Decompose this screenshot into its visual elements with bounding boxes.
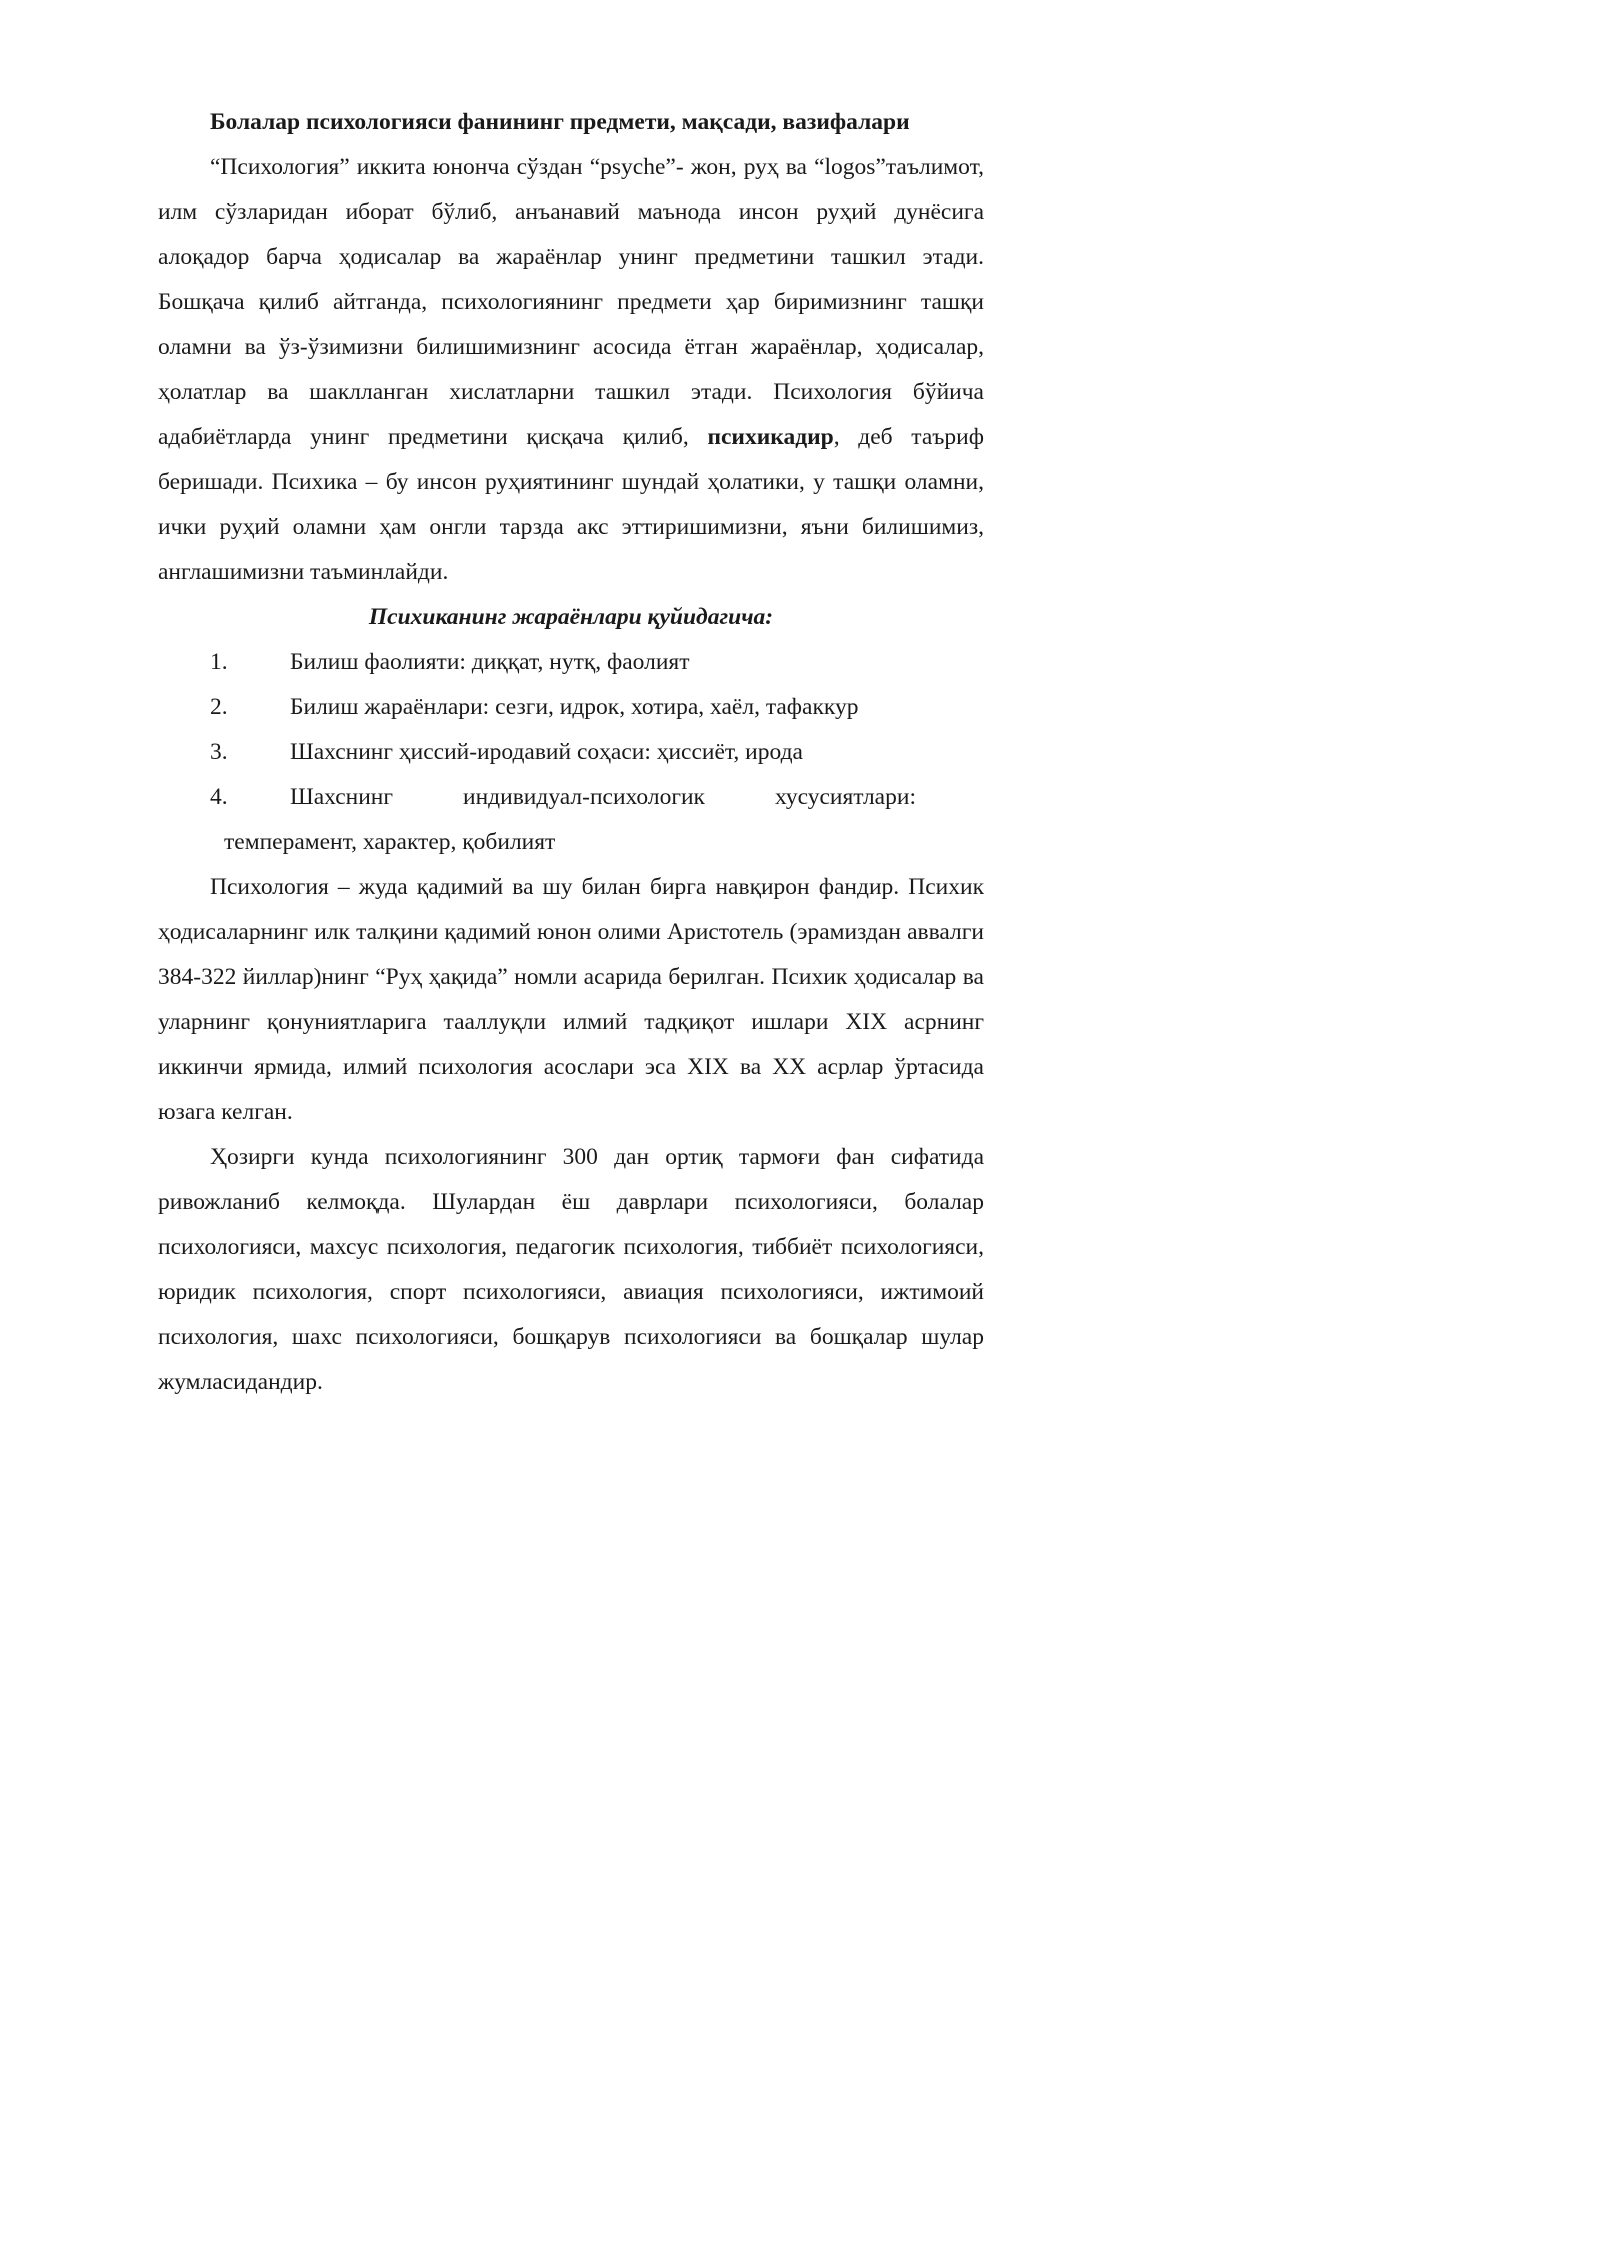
paragraph-definition	[158, 145, 984, 595]
list-item-word: Шахснинг	[290, 784, 394, 810]
paragraph-definition-text-2: , деб таъриф беришади. Психика – бу инсон руҳиятининг шундай ҳолатики, у ташқи оламни, ички руҳий оламни ҳам онгли тарзда акс эттиришимизни, яъни билишимиз, англашимизни таъминлайди.	[158, 424, 984, 585]
list-item-continuation: темперамент, характер, қобилият	[224, 829, 556, 855]
paragraph-branches: Ҳозирги кунда психологиянинг 300 дан ортиқ тармоғи фан сифатида ривожланиб келмоқда. Шулардан ёш даврлари психологияси, болалар психологияси, махсус психология, педагогик психология, тиббиёт психологияси, юридик психология, спорт психологияси, авиация психологияси, ижтимоий психология, шахс психологияси, бошқарув психологияси ва бошқалар шулар жумласидандир.	[158, 1144, 984, 1395]
bold-term: психикадир	[707, 424, 834, 450]
process-list	[158, 640, 984, 820]
list-item-word: индивидуал-психологик	[463, 784, 705, 810]
list-item	[158, 685, 984, 730]
document-title: Болалар психологияси фанининг предмети, мақсади, вазифалари	[210, 109, 910, 135]
list-item-number: 2.	[210, 694, 228, 720]
list-item-number: 4.	[210, 784, 228, 810]
document-page	[158, 100, 984, 1405]
paragraph-history: Психология – жуда қадимий ва шу билан бирга навқирон фандир. Психик ҳодисаларнинг илк талқини қадимий юнон олими Аристотель (эрамиздан аввалги 384-322 йиллар)нинг “Руҳ ҳақида” номли асарида берилган. Психик ҳодисалар ва уларнинг қонуниятларига тааллуқли илмий тадқиқот ишлари XIX асрнинг иккинчи ярмида, илмий психология асослари эса XIX ва XX асрлар ўртасида юзага келган.	[158, 874, 984, 1125]
list-item-text: Шахснинг ҳиссий-иродавий соҳаси: ҳиссиёт, ирода	[290, 739, 803, 765]
list-item-number: 3.	[210, 739, 228, 765]
list-item-word: хусусиятлари:	[774, 784, 916, 810]
list-item-number: 1.	[210, 649, 228, 675]
list-item-text: Билиш жараёнлари: сезги, идрок, хотира, хаёл, тафаккур	[290, 694, 859, 720]
list-item-text: Билиш фаолияти: диққат, нутқ, фаолият	[290, 649, 690, 675]
paragraph-definition-text-1: “Психология” иккита юнонча сўздан “psyche”- жон, руҳ ва “logos”таълимот, илм сўзларидан иборат бўлиб, анъанавий маънода инсон руҳий дунёсига алоқадор барча ҳодисалар ва жараёнлар унинг предметини ташкил этади. Бошқача қилиб айтганда, психологиянинг предмети ҳар биримизнинг ташқи оламни ва ўз-ўзимизни билишимизнинг асосида ётган жараёнлар, ҳодисалар, ҳолатлар ва шаклланган хислатларни ташкил этади. Психология бўйича адабиётларда унинг предметини қисқача қилиб,	[158, 154, 984, 450]
list-item-text-justified	[290, 775, 916, 820]
list-item	[158, 730, 984, 775]
list-item	[158, 640, 984, 685]
list-subheading: Психиканинг жараёнлари қуйидагича:	[368, 604, 774, 630]
list-item	[158, 775, 984, 820]
